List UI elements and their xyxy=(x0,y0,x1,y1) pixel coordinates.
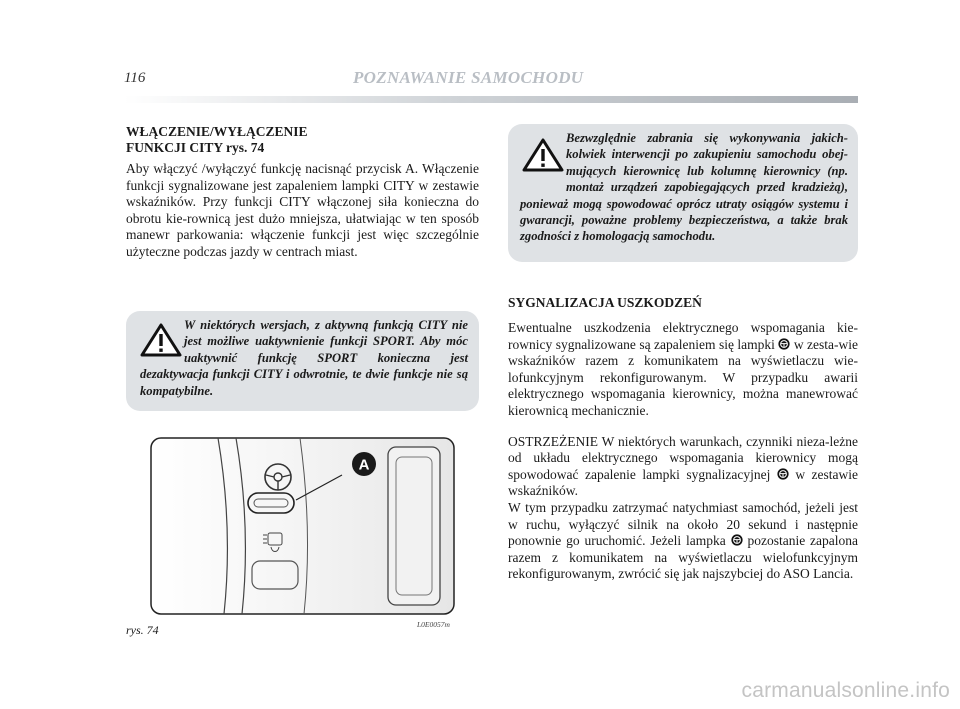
steering-warning-lamp-icon xyxy=(731,534,743,546)
steering-warning-lamp-icon xyxy=(777,468,789,480)
city-heading-line2: FUNKCJI CITY rys. 74 xyxy=(126,140,265,155)
figure-code: L0E0057m xyxy=(417,620,450,629)
warning-text-steering-body: Bezwzględnie zabrania się wykonywania jakich-kolwiek interwencji po zakupieniu samochodu obej-mujących kierownicę lub kolumnę kierownicy (np. montaż urządzeń zapobiegających przed kradzieżą), ponieważ mogą spowodować oprócz utraty osiągów systemu i gwarancji, poważne problemy bezpieczeństwa, a także brak zgodności z homologacją samochodu. xyxy=(520,131,848,244)
warning-box-steering xyxy=(508,124,858,262)
fault-para-2-b: w zestawie wskaźników. xyxy=(508,466,859,499)
fault-heading: SYGNALIZACJA USZKODZEŃ xyxy=(508,295,702,310)
city-body: Aby włączyć /wyłączyć funkcję nacisnąć przycisk A. Włączenie funkcji sygnalizowane jest zapaleniem lampki CITY w zestawie wskaźników. Przy funkcji CITY włączonej siła konieczna do obrotu kie-rownicą jest dużo mniejsza, ułatwiając w ten sposób manewr parkowania: włączenie funkcji jest więc szczególnie użyteczne podczas jazdy w centrach miast. xyxy=(126,161,479,259)
callout-a-label: A xyxy=(358,456,370,474)
fault-para-1-a: Ewentualne uszkodzenia elektrycznego wspomagania kie-rownicy sygnalizowane są zapaleniem się lampki xyxy=(508,320,858,352)
fault-para-1 xyxy=(508,320,858,420)
city-heading-line1: WŁĄCZENIE/WYŁĄCZENIE xyxy=(126,124,308,139)
warning-text-city xyxy=(140,317,468,399)
fault-para-1-b: w zesta-wie wskaźników razem z komunikatem na wyświetlaczu wie-lofunkcyjnym rekonfigurowanym. W przypadku awarii elektrycznego wspomagania kierownicy, można manewrować kierownicą mechanicznie. xyxy=(508,336,858,418)
fault-para-2-a: OSTRZEŻENIE W niektórych warunkach, czynniki nieza-leżne od układu elektrycznego wspomagania kierownicy mogą spowodować zapalenie lampki sygnalizacyjnej xyxy=(508,433,858,482)
header-rule xyxy=(124,96,858,103)
left-column xyxy=(126,124,479,261)
warning-box-city xyxy=(126,311,479,411)
figure-caption: rys. 74 xyxy=(126,623,159,637)
warning-icon-spacer xyxy=(520,130,566,182)
fault-para-2 xyxy=(508,434,858,500)
fault-para-3 xyxy=(508,500,858,583)
section-title: POZNAWANIE SAMOCHODU xyxy=(353,68,584,87)
warning-icon-spacer xyxy=(140,317,184,353)
fault-section xyxy=(508,295,858,583)
watermark: carmanualsonline.info xyxy=(741,679,950,702)
warning-text-steering xyxy=(520,130,848,245)
fault-para-3-b: pozostanie zapalona razem z komunikatem na wyświetlaczu wielofunkcyjnym rekonfigurowanym, zwrócić się jak najszybciej do ASO Lancia. xyxy=(508,533,859,582)
steering-warning-lamp-icon xyxy=(778,338,790,350)
page-number: 116 xyxy=(124,70,146,86)
city-heading xyxy=(126,124,479,156)
figure-city-button xyxy=(150,437,455,615)
fault-para-3-a: W tym przypadku zatrzymać natychmiast samochód, jeżeli jest w ruchu, wyłączyć silnik na około 20 sekund i następnie ponownie go uruchomić. Jeżeli lampka xyxy=(508,499,858,549)
warning-text-city-body: W niektórych wersjach, z aktywną funkcją CITY nie jest możliwe uaktywnienie funkcji SPORT. Aby móc uaktywnić funkcję SPORT konieczna jest dezaktywacja funkcji CITY i odwrotnie, te dwie funkcje nie są kompatybilne. xyxy=(140,318,468,398)
